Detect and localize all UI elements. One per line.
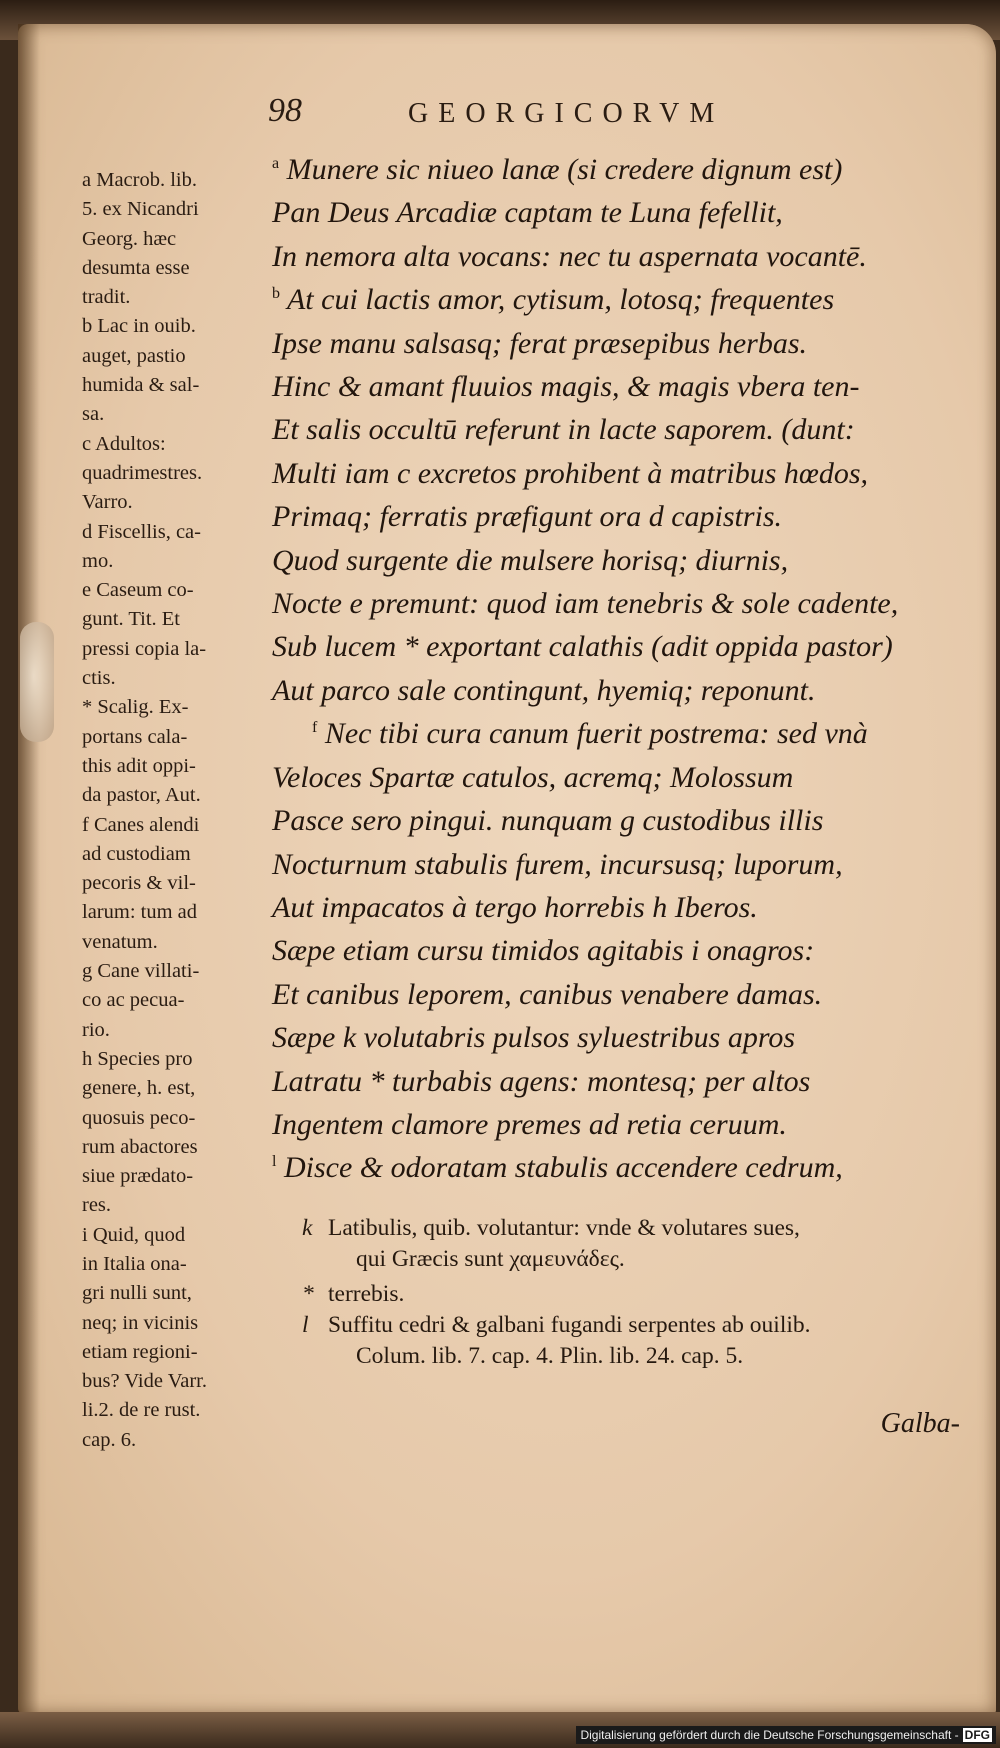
verse-line: [272, 1060, 972, 1103]
verse-line-text: Aut impacatos à tergo horrebis h Iberos.: [272, 890, 758, 924]
verse-line: [272, 148, 972, 191]
catchword: Galba-: [880, 1408, 960, 1439]
margin-note-line: pecoris & vil-: [82, 872, 196, 895]
verse-line-text: Primaq; ferratis præfigunt ora d capistris.: [272, 500, 783, 534]
verse-line: [272, 1016, 972, 1059]
verse-line: [272, 408, 972, 451]
margin-note-line: etiam regioni-: [82, 1340, 198, 1363]
footnote-letter: l: [302, 1312, 309, 1338]
margin-note-line: cap. 6.: [82, 1428, 137, 1451]
verse-line: [272, 756, 972, 799]
verse-line: [272, 539, 972, 582]
margin-note-line: pressi copia la-: [82, 637, 207, 660]
margin-note-line: this adit oppi-: [82, 754, 196, 777]
verse-line: [272, 235, 972, 278]
margin-note-line: larum: tum ad: [82, 901, 198, 924]
margin-note-line: 5. ex Nicandri: [82, 198, 199, 221]
page-header: [268, 92, 828, 132]
margin-note-line: d Fiscellis, ca-: [82, 520, 201, 543]
verse-line-text: Nec tibi cura canum fuerit postrema: sed vnà: [324, 717, 868, 751]
margin-note-line: b Lac in ouib.: [82, 315, 196, 338]
note-marker: a: [272, 155, 280, 172]
note-marker: f: [312, 719, 318, 737]
verse-line-text: Veloces Spartæ catulos, acremq; Molossum: [272, 760, 794, 794]
verse-line: [272, 1103, 972, 1146]
margin-notes: [82, 166, 262, 1455]
verse-line-text: Sæpe etiam cursu timidos agitabis i onagros:: [272, 934, 815, 968]
margin-note-line: gri nulli sunt,: [82, 1282, 192, 1305]
margin-note-line: in Italia ona-: [82, 1252, 187, 1275]
verse-line-text: Pan Deus Arcadiæ captam te Luna fefellit,: [272, 196, 783, 230]
verse-line-text: Multi iam c excretos prohibent à matribus hœdos,: [272, 456, 869, 490]
verse-line: [272, 712, 972, 755]
footnote: [302, 1281, 982, 1308]
margin-note-line: neq; in vicinis: [82, 1311, 199, 1334]
margin-note-line: portans cala-: [82, 725, 188, 748]
verse-line-text: Pasce sero pingui. nunquam g custodibus illis: [272, 804, 824, 838]
footnote: [302, 1312, 982, 1339]
verse-line-text: Et salis occultū referunt in lacte saporem. (dunt:: [272, 413, 855, 447]
margin-note-line: res.: [82, 1194, 112, 1217]
margin-note-line: h Species pro: [82, 1047, 193, 1070]
credit-text: Digitalisierung gefördert durch die Deutsche Forschungsgemeinschaft -: [580, 1728, 959, 1742]
footnote-letter: k: [302, 1215, 313, 1241]
footnote-text: Latibulis, quib. volutantur: vnde & volutares sues,: [328, 1215, 800, 1241]
margin-note-line: auget, pastio: [82, 344, 186, 367]
verse-line: [272, 452, 972, 495]
margin-note-line: venatum.: [82, 930, 158, 953]
margin-note-line: Varro.: [82, 491, 133, 514]
margin-note-line: gunt. Tit. Et: [82, 608, 180, 631]
verse-line: [272, 886, 972, 929]
margin-note-line: quadrimestres.: [82, 461, 203, 484]
digitization-credit: [576, 1726, 996, 1744]
footnote-letter: *: [302, 1281, 314, 1307]
dfg-logo: DFG: [964, 1728, 990, 1742]
verse-line-text: Aut parco sale contingunt, hyemiq; reponunt.: [272, 673, 816, 707]
verse-line-text: Quod surgente die mulsere horisq; diurnis,: [272, 543, 789, 577]
margin-note-line: li.2. de re rust.: [82, 1399, 201, 1422]
verse-line: [272, 278, 972, 321]
margin-note-line: Georg. hæc: [82, 227, 177, 250]
footnote-continuation: qui Græcis sunt χαμευνάδες.: [356, 1246, 625, 1272]
verse-line: [272, 799, 972, 842]
verse-line: [272, 929, 972, 972]
gutter-shadow: [18, 24, 40, 1714]
margin-note-line: rio.: [82, 1018, 110, 1041]
verse-line: [272, 191, 972, 234]
verse-line-text: Latratu * turbabis agens: montesq; per altos: [272, 1064, 811, 1098]
verse-line-text: Et canibus leporem, canibus venabere damas.: [272, 977, 823, 1011]
verse-line-text: In nemora alta vocans: nec tu aspernata vocantē.: [272, 239, 867, 273]
footnote-continuation: Colum. lib. 7. cap. 4. Plin. lib. 24. cap. 5.: [356, 1343, 744, 1369]
verse-line: [272, 973, 972, 1016]
footnotes: [302, 1215, 982, 1378]
verse-line: [272, 669, 972, 712]
margin-note-line: a Macrob. lib.: [82, 169, 197, 191]
verse-line: [272, 495, 972, 538]
verse-line-text: Sub lucem * exportant calathis (adit oppida pastor): [272, 630, 893, 664]
margin-note-line: rum abactores: [82, 1135, 198, 1158]
margin-note-line: bus? Vide Varr.: [82, 1370, 207, 1393]
margin-note-line: da pastor, Aut.: [82, 784, 201, 807]
verse-line: [272, 625, 972, 668]
verse-line-text: At cui lactis amor, cytisum, lotosq; frequentes: [286, 283, 835, 317]
verse-line-text: Sæpe k volutabris pulsos syluestribus apros: [272, 1021, 796, 1055]
margin-note-line: co ac pecua-: [82, 989, 185, 1012]
footnote: [302, 1215, 982, 1242]
footnote-text: Suffitu cedri & galbani fugandi serpentes ab ouilib.: [328, 1312, 811, 1338]
verse-text: [272, 148, 972, 1190]
note-marker: l: [272, 1153, 277, 1171]
verse-line-text: Nocte e premunt: quod iam tenebris & sole cadente,: [272, 587, 899, 621]
margin-note-line: g Cane villati-: [82, 960, 200, 983]
margin-note-line: genere, h. est,: [82, 1077, 196, 1100]
verse-line-text: Ipse manu salsasq; ferat præsepibus herbas.: [272, 326, 808, 360]
margin-note-line: siue prædato-: [82, 1165, 194, 1188]
verse-line-text: Ingentem clamore premes ad retia ceruum.: [272, 1107, 787, 1141]
margin-note-line: * Scalig. Ex-: [82, 696, 189, 719]
margin-note-line: desumta esse: [82, 256, 190, 279]
margin-note-line: e Caseum co-: [82, 579, 194, 602]
running-title: GEORGICORVM: [408, 98, 725, 129]
note-marker: b: [272, 285, 280, 303]
margin-note-line: quosuis peco-: [82, 1106, 196, 1129]
verse-line-text: Nocturnum stabulis furem, incursusq; luporum,: [272, 847, 843, 881]
verse-line-text: Hinc & amant fluuios magis, & magis vbera ten-: [272, 370, 860, 404]
margin-note-line: tradit.: [82, 286, 131, 309]
margin-note-line: f Canes alendi: [82, 813, 200, 836]
margin-note-line: sa.: [82, 403, 105, 426]
verse-line-text: Disce & odoratam stabulis accendere cedrum,: [283, 1151, 843, 1185]
page-clasp: [20, 622, 54, 742]
verse-line-text: Munere sic niueo lanæ (si credere dignum est): [286, 153, 843, 186]
verse-line: [272, 322, 972, 365]
margin-note-line: ad custodiam: [82, 842, 191, 865]
margin-note-line: i Quid, quod: [82, 1223, 186, 1246]
verse-line: [272, 1146, 972, 1189]
verse-line: [272, 365, 972, 408]
verse-line: [272, 843, 972, 886]
page-number: 98: [268, 92, 302, 129]
verse-line: [272, 582, 972, 625]
margin-note-line: ctis.: [82, 667, 116, 690]
margin-note-line: humida & sal-: [82, 374, 200, 397]
footnote-text: terrebis.: [328, 1281, 405, 1307]
margin-note-line: mo.: [82, 549, 114, 572]
margin-note-line: c Adultos:: [82, 432, 166, 455]
